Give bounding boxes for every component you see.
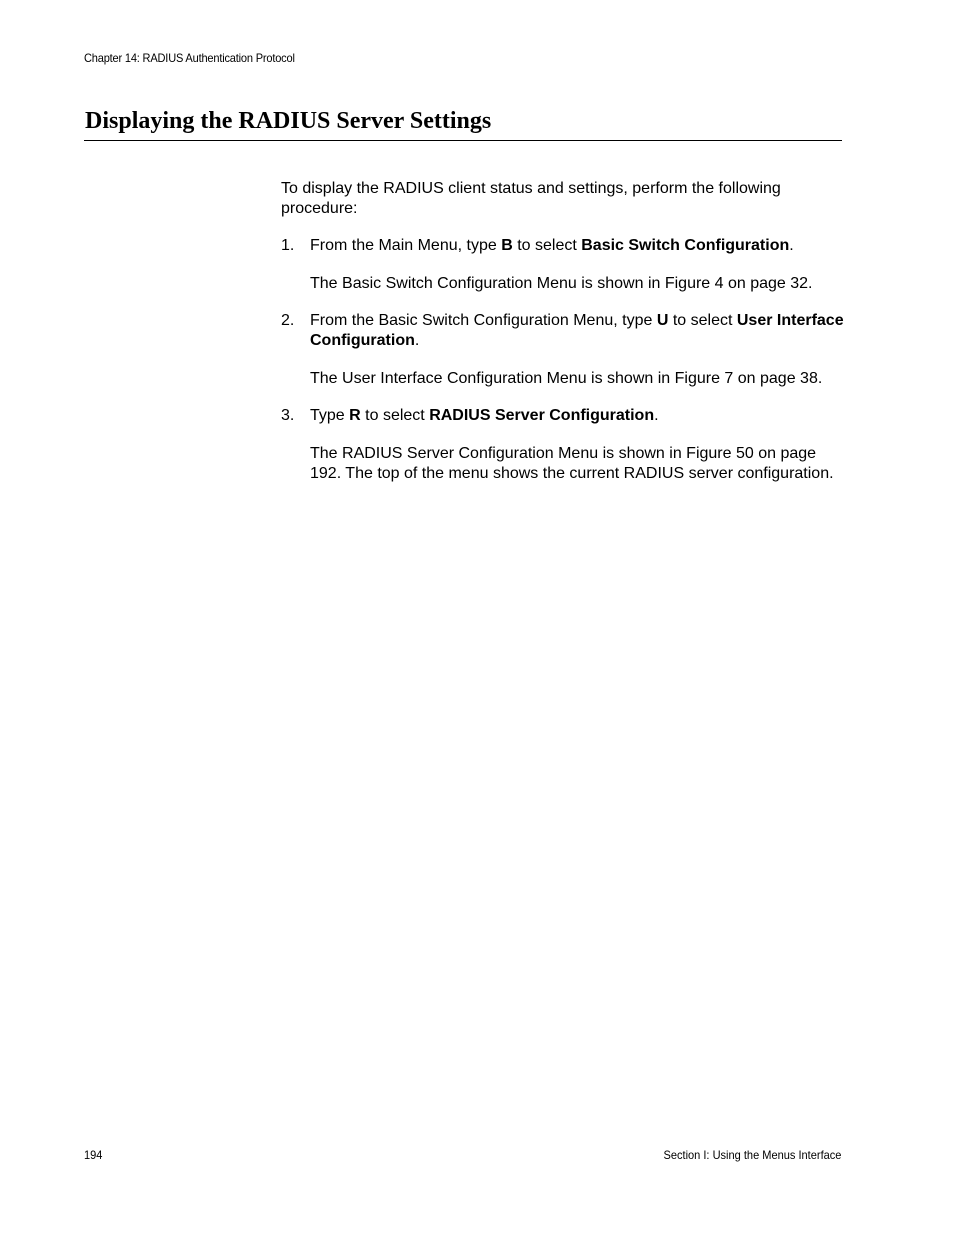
step-text: to select xyxy=(360,407,430,424)
intro-paragraph: To display the RADIUS client status and settings, perform the following procedure: xyxy=(281,180,781,217)
step-instruction xyxy=(310,311,846,351)
step-option: RADIUS Server Configuration xyxy=(429,407,655,424)
step-note: The User Interface Configuration Menu is shown in Figure 7 on page 38. xyxy=(310,370,823,387)
step-3 xyxy=(281,406,846,484)
page-number: 194 xyxy=(84,1148,103,1162)
step-key: U xyxy=(656,312,669,329)
step-option: User Interface Configuration xyxy=(310,312,844,349)
step-option: Basic Switch Configuration xyxy=(581,237,790,254)
step-instruction xyxy=(310,236,846,256)
step-key: B xyxy=(501,237,513,254)
step-2 xyxy=(281,311,846,389)
step-text: to select xyxy=(668,312,737,329)
step-key: R xyxy=(349,407,361,424)
step-number: 3. xyxy=(281,407,295,424)
step-text: From the Main Menu, type xyxy=(310,237,502,254)
step-note: The Basic Switch Configuration Menu is shown in Figure 4 on page 32. xyxy=(310,275,813,292)
step-number: 1. xyxy=(281,237,295,254)
step-instruction xyxy=(310,406,846,426)
step-text: . xyxy=(414,332,420,349)
step-text: From the Basic Switch Configuration Menu, type xyxy=(310,312,657,329)
step-1 xyxy=(281,236,846,294)
footer-section-name: Section I: Using the Menus Interface xyxy=(663,1148,841,1162)
step-number: 2. xyxy=(281,312,295,329)
running-header: Chapter 14: RADIUS Authentication Protocol xyxy=(84,51,295,65)
step-text: . xyxy=(789,237,794,254)
step-text: Type xyxy=(310,407,350,424)
body-text xyxy=(281,179,846,484)
step-note: The RADIUS Server Configuration Menu is shown in Figure 50 on page 192. The top of the menu shows the current RADIUS server configuration. xyxy=(310,445,834,482)
section-title: Displaying the RADIUS Server Settings xyxy=(85,108,492,134)
step-text: to select xyxy=(512,237,582,254)
step-text: . xyxy=(654,407,659,424)
title-rule xyxy=(84,140,842,141)
